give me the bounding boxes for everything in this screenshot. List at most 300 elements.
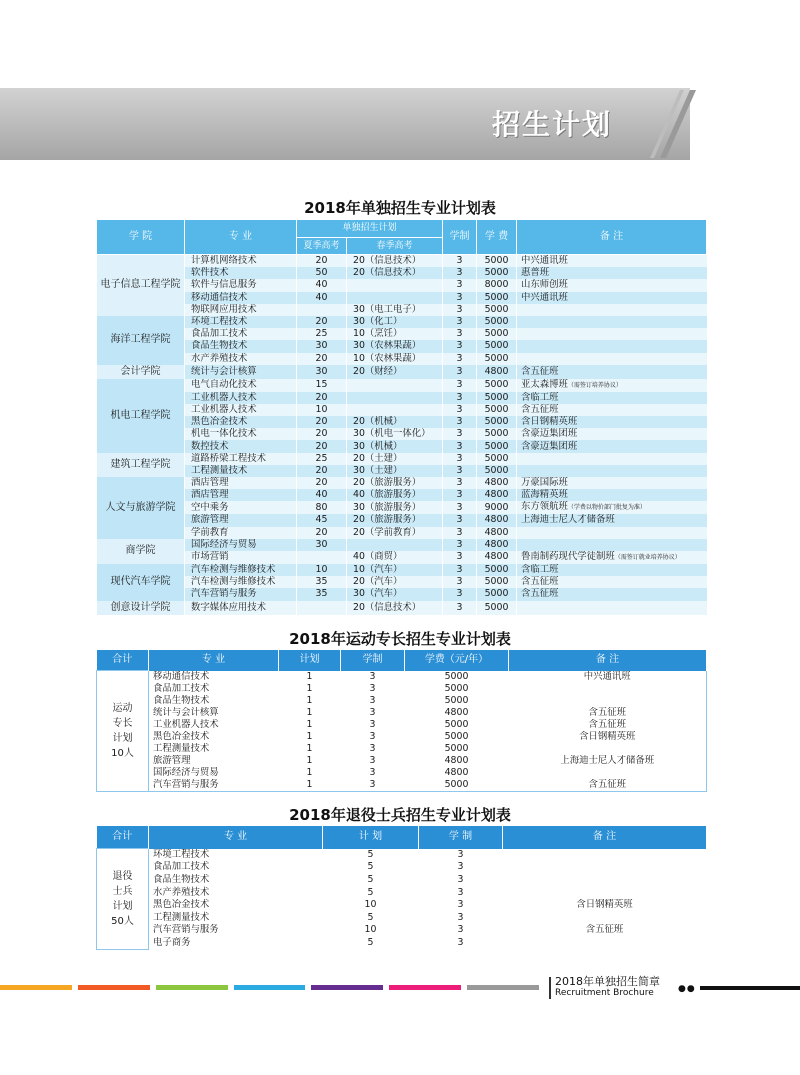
note-text: 中兴通讯班 — [521, 291, 568, 303]
duration-cell: 3 — [341, 719, 405, 731]
college-cell: 海洋工程学院 — [97, 316, 185, 365]
major-cell: 食品生物技术 — [149, 695, 279, 707]
group-line: 50人 — [111, 915, 134, 927]
duration-cell: 3 — [443, 392, 477, 404]
t2-col-fee: 学费（元/年） — [405, 650, 509, 671]
major-cell: 统计与会计核算 — [185, 365, 297, 379]
major-cell: 软件与信息服务 — [185, 279, 297, 291]
duration-cell: 3 — [341, 695, 405, 707]
fee-cell: 5000 — [405, 779, 509, 792]
group-line: 10人 — [111, 747, 134, 759]
table-row — [97, 551, 707, 564]
plan-cell: 1 — [279, 755, 341, 767]
spring-cell — [347, 404, 443, 416]
college-cell: 建筑工程学院 — [97, 453, 185, 477]
fee-cell: 5000 — [477, 428, 517, 440]
note-cell — [517, 501, 707, 514]
note-cell — [517, 453, 707, 465]
t3-col-duration: 学 制 — [419, 826, 503, 849]
fee-cell: 4800 — [477, 539, 517, 551]
note-cell — [517, 292, 707, 304]
col-major: 专 业 — [185, 220, 297, 255]
note-text: 含豪迈集团班 — [521, 440, 578, 452]
plan-cell: 1 — [279, 695, 341, 707]
note-text: 万豪国际班 — [521, 477, 568, 489]
duration-cell: 3 — [443, 267, 477, 279]
table-row — [97, 576, 707, 588]
spring-cell: 40（旅游服务） — [347, 489, 443, 501]
note-cell: 含五征班 — [503, 924, 707, 937]
summer-cell: 50 — [297, 267, 347, 279]
table-row — [97, 316, 707, 328]
duration-cell: 3 — [341, 731, 405, 743]
table-row — [97, 899, 707, 912]
section-banner — [0, 88, 800, 160]
major-cell: 国际经济与贸易 — [185, 539, 297, 551]
footer-stripe — [311, 985, 383, 990]
fee-cell: 5000 — [477, 465, 517, 477]
summer-cell: 20 — [297, 353, 347, 365]
table-row — [97, 353, 707, 365]
duration-cell: 3 — [443, 440, 477, 452]
duration-cell: 3 — [443, 292, 477, 304]
table-row — [97, 695, 707, 707]
veteran-enrollment-table — [96, 826, 707, 950]
note-text: 含临工班 — [521, 564, 559, 576]
note-cell: 含五征班 — [509, 719, 707, 731]
table-row — [97, 428, 707, 440]
spring-cell — [347, 379, 443, 392]
fee-cell: 5000 — [477, 404, 517, 416]
fee-cell: 5000 — [477, 453, 517, 465]
note-cell — [517, 365, 707, 379]
duration-cell: 3 — [419, 874, 503, 887]
fee-cell: 5000 — [405, 683, 509, 695]
table-row — [97, 267, 707, 279]
major-cell: 黑色冶金技术 — [149, 899, 323, 912]
major-cell: 酒店管理 — [185, 489, 297, 501]
spring-cell: 20（土建） — [347, 453, 443, 465]
spring-cell: 20（学前教育） — [347, 527, 443, 539]
t3-col-total: 合计 — [97, 826, 149, 849]
summer-cell: 30 — [297, 365, 347, 379]
major-cell: 工业机器人技术 — [185, 404, 297, 416]
table-row — [97, 255, 707, 268]
fee-cell: 5000 — [477, 292, 517, 304]
major-cell: 空中乘务 — [185, 501, 297, 514]
duration-cell: 3 — [443, 379, 477, 392]
footer-stripe — [156, 985, 228, 990]
fee-cell: 5000 — [477, 440, 517, 452]
plan-cell: 5 — [323, 861, 419, 874]
note-cell — [517, 328, 707, 340]
summer-cell: 35 — [297, 576, 347, 588]
summer-cell: 20 — [297, 428, 347, 440]
summer-cell: 30 — [297, 340, 347, 352]
table-row — [97, 527, 707, 539]
note-cell — [517, 601, 707, 615]
duration-cell: 3 — [419, 849, 503, 862]
footer-dots: ●● — [678, 984, 696, 994]
note-cell — [517, 404, 707, 416]
banner-slash-icon — [640, 88, 700, 160]
major-cell: 汽车营销与服务 — [149, 924, 323, 937]
duration-cell: 3 — [443, 353, 477, 365]
table-row — [97, 779, 707, 792]
major-cell: 学前教育 — [185, 527, 297, 539]
footer-stripe — [234, 985, 306, 990]
col-summer: 夏季高考 — [297, 237, 347, 255]
note-cell: 含日钢精英班 — [503, 899, 707, 912]
fee-cell: 4800 — [477, 514, 517, 526]
note-cell — [517, 465, 707, 477]
duration-cell: 3 — [443, 465, 477, 477]
major-cell: 数字媒体应用技术 — [185, 601, 297, 615]
duration-cell: 3 — [419, 899, 503, 912]
spring-cell — [347, 539, 443, 551]
duration-cell: 3 — [443, 501, 477, 514]
t3-col-plan: 计 划 — [323, 826, 419, 849]
table-row — [97, 501, 707, 514]
t2-col-total: 合计 — [97, 650, 149, 671]
fee-cell: 5000 — [477, 601, 517, 615]
spring-cell: 20（信息技术） — [347, 601, 443, 615]
major-cell: 环境工程技术 — [185, 316, 297, 328]
table-row — [97, 465, 707, 477]
sports-enrollment-table — [96, 650, 707, 792]
note-cell — [517, 316, 707, 328]
table-row — [97, 365, 707, 379]
summer-cell: 20 — [297, 416, 347, 428]
plan-cell: 5 — [323, 849, 419, 862]
table-row — [97, 564, 707, 576]
table-row — [97, 392, 707, 404]
group-line: 专长 — [112, 717, 133, 729]
duration-cell: 3 — [443, 428, 477, 440]
table-row — [97, 671, 707, 683]
t2-col-plan: 计划 — [279, 650, 341, 671]
duration-cell: 3 — [341, 683, 405, 695]
note-cell — [503, 849, 707, 862]
duration-cell: 3 — [443, 304, 477, 316]
spring-cell: 10（烹饪） — [347, 328, 443, 340]
college-cell: 人文与旅游学院 — [97, 477, 185, 539]
major-cell: 旅游管理 — [185, 514, 297, 526]
note-cell — [509, 767, 707, 779]
footer-stripe — [0, 985, 72, 990]
note-cell — [503, 861, 707, 874]
fee-cell: 5000 — [477, 353, 517, 365]
college-cell: 机电工程学院 — [97, 379, 185, 453]
group-cell — [97, 671, 149, 792]
duration-cell: 3 — [443, 279, 477, 291]
major-cell: 软件技术 — [185, 267, 297, 279]
table-row — [97, 416, 707, 428]
major-cell: 物联网应用技术 — [185, 304, 297, 316]
plan-cell: 1 — [279, 779, 341, 792]
plan-cell: 1 — [279, 719, 341, 731]
summer-cell: 20 — [297, 316, 347, 328]
fee-cell: 5000 — [477, 576, 517, 588]
fee-cell: 4800 — [405, 707, 509, 719]
summer-cell: 20 — [297, 392, 347, 404]
major-cell: 移动通信技术 — [185, 292, 297, 304]
col-spring: 春季高考 — [347, 237, 443, 255]
col-note: 备 注 — [517, 220, 707, 255]
plan-cell: 10 — [323, 924, 419, 937]
duration-cell: 3 — [443, 588, 477, 600]
major-cell: 酒店管理 — [185, 477, 297, 489]
table-row — [97, 767, 707, 779]
note-cell — [517, 527, 707, 539]
fee-cell: 4800 — [477, 527, 517, 539]
spring-cell — [347, 279, 443, 291]
table-row — [97, 861, 707, 874]
plan-cell: 5 — [323, 937, 419, 950]
table-row — [97, 328, 707, 340]
col-plan: 单独招生计划 — [297, 220, 443, 238]
summer-cell: 15 — [297, 379, 347, 392]
major-cell: 食品生物技术 — [149, 874, 323, 887]
duration-cell: 3 — [443, 453, 477, 465]
note-text: 山东师创班 — [521, 279, 568, 291]
major-cell: 国际经济与贸易 — [149, 767, 279, 779]
duration-cell: 3 — [419, 861, 503, 874]
note-cell — [517, 588, 707, 600]
major-cell: 统计与会计核算 — [149, 707, 279, 719]
note-text: 中兴通讯班 — [521, 255, 568, 267]
spring-cell: 30（机电一体化） — [347, 428, 443, 440]
fee-cell: 5000 — [405, 695, 509, 707]
table-row — [97, 539, 707, 551]
fee-cell: 5000 — [477, 416, 517, 428]
fee-cell: 5000 — [477, 392, 517, 404]
spring-cell: 30（电工电子） — [347, 304, 443, 316]
duration-cell: 3 — [443, 365, 477, 379]
summer-cell: 40 — [297, 279, 347, 291]
footer-title-en: Recruitment Brochure — [555, 988, 654, 998]
note-text: 含五征班 — [521, 588, 559, 600]
note-cell — [509, 695, 707, 707]
note-cell — [517, 440, 707, 452]
table-row — [97, 683, 707, 695]
major-cell: 黑色冶金技术 — [185, 416, 297, 428]
table-row — [97, 514, 707, 526]
fee-cell: 4800 — [405, 767, 509, 779]
summer-cell: 20 — [297, 440, 347, 452]
spring-cell: 30（旅游服务） — [347, 501, 443, 514]
duration-cell: 3 — [443, 404, 477, 416]
major-cell: 食品加工技术 — [149, 861, 323, 874]
note-cell — [509, 683, 707, 695]
fee-cell: 4800 — [405, 755, 509, 767]
note-cell — [503, 874, 707, 887]
fee-cell: 5000 — [405, 671, 509, 683]
spring-cell: 30（机械） — [347, 440, 443, 452]
group-line: 退役 — [112, 870, 133, 882]
table-row — [97, 924, 707, 937]
summer-cell: 40 — [297, 292, 347, 304]
plan-cell: 1 — [279, 707, 341, 719]
spring-cell: 10（农林果蔬） — [347, 353, 443, 365]
table-row — [97, 588, 707, 600]
note-text: 亚太森博班 — [521, 378, 568, 390]
note-cell — [517, 392, 707, 404]
table-row — [97, 279, 707, 291]
duration-cell: 3 — [419, 937, 503, 950]
fee-cell: 5000 — [405, 743, 509, 755]
fee-cell: 5000 — [477, 267, 517, 279]
summer-cell — [297, 304, 347, 316]
plan-cell: 10 — [323, 899, 419, 912]
duration-cell: 3 — [341, 743, 405, 755]
note-cell — [517, 539, 707, 551]
note-cell — [517, 255, 707, 268]
note-cell: 上海迪士尼人才储备班 — [509, 755, 707, 767]
major-cell: 汽车检测与维修技术 — [185, 576, 297, 588]
fee-cell: 4800 — [477, 365, 517, 379]
summer-cell: 10 — [297, 404, 347, 416]
fee-cell: 5000 — [477, 316, 517, 328]
major-cell: 汽车检测与维修技术 — [185, 564, 297, 576]
college-cell: 电子信息工程学院 — [97, 255, 185, 316]
note-text: 含五征班 — [521, 365, 559, 377]
table1-title: 2018年单独招生专业计划表 — [304, 199, 496, 217]
note-cell — [517, 514, 707, 526]
major-cell: 工程测量技术 — [149, 743, 279, 755]
note-cell — [517, 428, 707, 440]
table-row — [97, 453, 707, 465]
note-cell — [503, 886, 707, 899]
fee-cell: 4800 — [477, 489, 517, 501]
spring-cell: 30（土建） — [347, 465, 443, 477]
major-cell: 旅游管理 — [149, 755, 279, 767]
summer-cell: 20 — [297, 465, 347, 477]
note-cell — [517, 576, 707, 588]
table-row — [97, 404, 707, 416]
duration-cell: 3 — [443, 576, 477, 588]
summer-cell: 45 — [297, 514, 347, 526]
table-row — [97, 379, 707, 392]
spring-cell: 30（化工） — [347, 316, 443, 328]
table-row — [97, 911, 707, 924]
note-cell — [503, 937, 707, 950]
note-cell: 含五征班 — [509, 707, 707, 719]
major-cell: 数控技术 — [185, 440, 297, 452]
duration-cell: 3 — [443, 328, 477, 340]
summer-cell: 20 — [297, 527, 347, 539]
note-text: 蓝海精英班 — [521, 489, 568, 501]
table-row — [97, 601, 707, 615]
table2-title: 2018年运动专长招生专业计划表 — [289, 630, 511, 648]
table-row — [97, 886, 707, 899]
spring-cell: 20（旅游服务） — [347, 477, 443, 489]
duration-cell: 3 — [443, 489, 477, 501]
table-row — [97, 719, 707, 731]
fee-cell: 9000 — [477, 501, 517, 514]
note-text: 上海迪士尼人才储备班 — [521, 514, 615, 526]
note-small-text: （学费以物价部门批复为准） — [567, 504, 646, 512]
note-cell — [503, 911, 707, 924]
fee-cell: 5000 — [477, 379, 517, 392]
fee-cell: 4800 — [477, 551, 517, 564]
fee-cell: 5000 — [477, 340, 517, 352]
duration-cell: 3 — [443, 477, 477, 489]
note-cell — [517, 477, 707, 489]
fee-cell: 5000 — [477, 588, 517, 600]
summer-cell — [297, 601, 347, 615]
footer-stripe — [467, 985, 539, 990]
duration-cell: 3 — [443, 601, 477, 615]
footer-title-cn: 2018年单独招生简章 — [555, 975, 660, 988]
table3-title: 2018年退役士兵招生专业计划表 — [289, 806, 511, 824]
table-row — [97, 731, 707, 743]
note-cell — [517, 267, 707, 279]
note-cell: 含五征班 — [509, 779, 707, 792]
note-cell — [517, 279, 707, 291]
table-row — [97, 340, 707, 352]
note-cell — [517, 489, 707, 501]
summer-cell — [297, 551, 347, 564]
table-row — [97, 304, 707, 316]
duration-cell: 3 — [341, 755, 405, 767]
table-row — [97, 743, 707, 755]
table-row — [97, 440, 707, 452]
col-duration: 学制 — [443, 220, 477, 255]
spring-cell: 20（旅游服务） — [347, 514, 443, 526]
single-enrollment-table — [96, 219, 707, 615]
note-text: 鲁南制药现代学徒制班 — [521, 550, 615, 562]
note-text: 惠普班 — [521, 267, 550, 279]
spring-cell: 10（汽车） — [347, 564, 443, 576]
major-cell: 食品加工技术 — [185, 328, 297, 340]
summer-cell: 20 — [297, 477, 347, 489]
fee-cell: 5000 — [405, 719, 509, 731]
duration-cell: 3 — [419, 886, 503, 899]
t3-col-note: 备 注 — [503, 826, 707, 849]
note-small-text: （需签订培养协议） — [567, 381, 622, 389]
duration-cell: 3 — [443, 564, 477, 576]
major-cell: 汽车营销与服务 — [149, 779, 279, 792]
duration-cell: 3 — [443, 539, 477, 551]
spring-cell: 30（农林果蔬） — [347, 340, 443, 352]
major-cell: 食品加工技术 — [149, 683, 279, 695]
major-cell: 黑色冶金技术 — [149, 731, 279, 743]
major-cell: 水产养殖技术 — [185, 353, 297, 365]
group-line: 计划 — [112, 732, 133, 744]
duration-cell: 3 — [341, 707, 405, 719]
fee-cell: 5000 — [477, 255, 517, 268]
major-cell: 电气自动化技术 — [185, 379, 297, 392]
col-fee: 学 费 — [477, 220, 517, 255]
page-title: 招生计划 — [492, 108, 613, 141]
col-college: 学 院 — [97, 220, 185, 255]
note-cell — [517, 353, 707, 365]
note-text: 含日钢精英班 — [521, 416, 578, 428]
major-cell: 水产养殖技术 — [149, 886, 323, 899]
summer-cell: 20 — [297, 255, 347, 268]
footer-divider — [549, 977, 551, 999]
note-cell — [517, 564, 707, 576]
major-cell: 工程测量技术 — [185, 465, 297, 477]
group-line: 计划 — [112, 900, 133, 912]
note-cell — [509, 743, 707, 755]
spring-cell: 20（机械） — [347, 416, 443, 428]
major-cell: 汽车营销与服务 — [185, 588, 297, 600]
duration-cell: 3 — [419, 911, 503, 924]
summer-cell: 10 — [297, 564, 347, 576]
summer-cell: 30 — [297, 539, 347, 551]
